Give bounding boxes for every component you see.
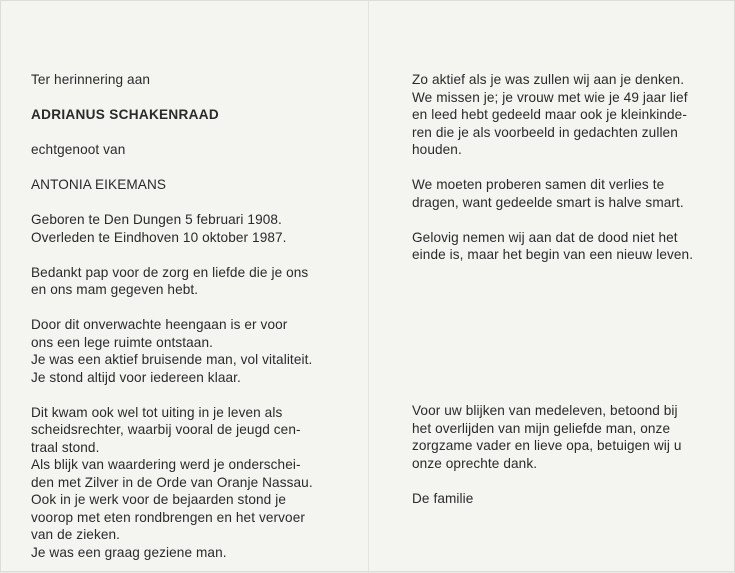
acknowledgement-block [412, 402, 682, 525]
life-paragraph: Dit kwam ook wel tot uiting in je leven als scheidsrechter, waarbij vooral de jeugd cen- traal stond. Als blijk van waardering werd je onderschei- den met Zilver in de Orde van Oranje Nassau. Ook in je werk voor de bejaarden stond je voorop met eten rondbrengen en het vervoer van de zieken. Je was een graag geziene man. [31, 404, 313, 560]
right-page [369, 1, 735, 573]
loss-paragraph: Door dit onverwachte heengaan is er voor ons een lege ruimte ontstaan. Je was een aktief bruisende man, vol vitaliteit. Je stond altijd voor iedereen klaar. [31, 317, 313, 385]
faith-paragraph: Gelovig nemen wij aan dat de dood niet het einde is, maar het begin van een nieuw leven. [412, 229, 694, 262]
thanks-paragraph: Bedankt pap voor de zorg en liefde die je ons en ons mam gegeven hebt. [31, 264, 309, 297]
intro-text: Ter herinnering aan [31, 72, 151, 87]
birth-death-dates: Geboren te Den Dungen 5 februari 1908. Overleden te Eindhoven 10 oktober 1987. [31, 212, 287, 245]
signature: De familie [412, 490, 474, 506]
deceased-name: ADRIANUS SCHAKENRAAD [31, 107, 220, 122]
left-page [1, 1, 368, 573]
grief-paragraph: We moeten proberen samen dit verlies te dragen, want gedeelde smart is halve smart. [412, 177, 684, 210]
relation-text: echtgenoot van [31, 142, 126, 157]
remembrance-paragraph: Zo aktief als je was zullen wij aan je denken. We missen je; je vrouw met wie je 49 jaar lief en leed hebt gedeeld maar ook je kleinkinde- ren die je als voorbeeld in gedachten zullen houden. [412, 72, 688, 157]
acknowledgement-paragraph: Voor uw blijken van medeleven, betoond bij het overlijden van mijn geliefde man, onze zorgzame vader en lieve opa, betuigen wij u onze oprechte dank. [412, 403, 682, 471]
spouse-name: ANTONIA EIKEMANS [31, 177, 167, 192]
